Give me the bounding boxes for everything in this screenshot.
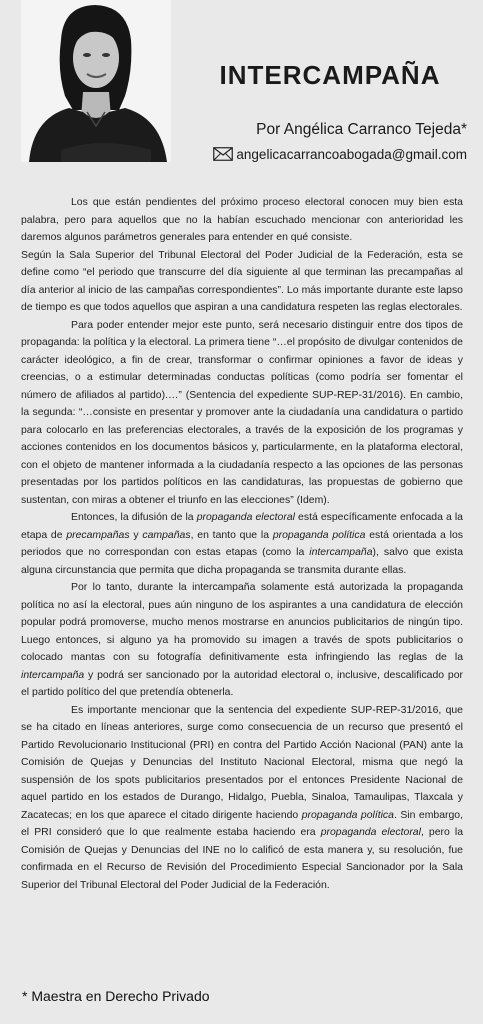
- envelope-icon: [213, 147, 233, 161]
- text-run: , pero la Comisión de Quejas y Denuncias del INE no lo calificó de esta manera y, su resolución, fue confirmada en el Recurso de Revisión del Procedimiento Especial Sancionador por la Sala Superior del Tribunal Electoral del Poder Judicial de la Federación.: [21, 827, 463, 891]
- paragraph: [21, 509, 463, 579]
- text-run: ), salvo que exista alguna circunstancia que permita que dicha propaganda se transmita durante ellas.: [21, 547, 464, 576]
- text-run: Por lo tanto, durante la intercampaña solamente está autorizada la propaganda política no así la electoral, pues aún ninguno de los aspirantes a una candidatura de elección popular podrá promoverse, mucho menos mostrarse en anuncios publicitarios de ningún tipo. Luego entonces, si alguno ya ha promovido su imagen a través de spots publicitarios o colocado mantas con su fotografía definitivamente esta infringiendo las reglas de la: [21, 582, 463, 663]
- text-run: está específicamente enfocada a la etapa de: [21, 512, 463, 541]
- italic-text: campañas: [142, 529, 191, 541]
- paragraph: [21, 317, 463, 510]
- italic-text: propaganda política: [272, 529, 366, 541]
- author-photo: [21, 0, 171, 162]
- italic-text: propaganda electoral: [196, 512, 295, 523]
- paragraph: [21, 702, 463, 895]
- italic-text: intercampaña: [21, 669, 85, 681]
- italic-text: intercampaña: [309, 547, 373, 558]
- italic-text: propaganda electoral: [320, 827, 421, 838]
- text-run: Es importante mencionar que la sentencia del expediente SUP-REP-31/2016, que se ha citado en líneas anteriores, surge como consecuencia de un recurso que presentó el Partido Revolucionario Institucional (PRI) en contra del Partido Acción Nacional (PAN) ante la Comisión de Quejas y Denuncias del Instituto Nacional Electoral, misma que negó la suspensión de los spots publicitarios presentados por el entonces Presidente Nacional de aquel partido en los estados de Durango, Hidalgo, Puebla, Sinaloa, Tamaulipas, Tlaxcala y Zacatecas; en los que aparece el citado dirigente haciendo: [21, 704, 463, 821]
- author-portrait: [21, 0, 171, 162]
- article-body: [21, 194, 463, 894]
- italic-text: precampañas: [66, 529, 130, 541]
- paragraph: [21, 579, 463, 702]
- text-run: Para poder entender mejor este punto, será necesario distinguir entre dos tipos de propaganda: la política y la electoral. La primera tiene “…el propósito de divulgar contenidos de carácter ideológico, a fin de crear, transformar o confirmar opiniones a favor de ideas y creencias, o a estimular determinadas conductas políticas (como podría ser fomentar el número de afiliados al partido).…” (Sentencia del expediente SUP-REP-31/2016). En cambio, la segunda: “…consiste en presentar y promover ante la ciudadanía una candidatura o partido para colocarlo en las preferencias electorales, a través de la exposición de los programas y acciones contenidos en los documentos básicos y, particularmente, en la plataforma electoral, con el objeto de mantener informada a la ciudadanía respecto a las opciones de las personas presentadas por los partidos políticos en las candidaturas, las propuestas de gobierno que sustentan, con miras a obtener el triunfo en las elecciones” (Idem).: [21, 319, 463, 506]
- email-address[interactable]: angelicacarrancoabogada@gmail.com: [236, 147, 467, 162]
- text-run: Según la Sala Superior del Tribunal Electoral del Poder Judicial de la Federación, esta se define como “el periodo que transcurre del día siguiente al que terminan las precampañas al día anterior al inicio de las campañas correspondientes”. Lo más importante durante este lapso de tiempo es que todos aquellos que aspiran a una candidatura respeten las reglas electorales.: [21, 249, 463, 313]
- text-run: Los que están pendientes del próximo proceso electoral conocen muy bien esta palabra, pero para aquellos que no la habían escuchado mencionar con anterioridad les daremos algunos parámetros generales para entender en qué consiste.: [21, 197, 463, 243]
- paragraph: [21, 194, 463, 247]
- text-run: , en tanto que la: [190, 529, 273, 541]
- text-run: está orientada a los periodos que no correspondan con estas etapas (como la: [21, 529, 463, 558]
- author-credential-note: * Maestra en Derecho Privado: [22, 988, 210, 1004]
- italic-text: propaganda política: [301, 809, 394, 821]
- text-run: y: [129, 529, 143, 541]
- text-run: Entonces, la difusión de la: [71, 512, 197, 523]
- article-title: INTERCAMPAÑA: [219, 60, 441, 90]
- paragraph: [21, 247, 463, 317]
- author-byline: Por Angélica Carranco Tejeda*: [256, 121, 467, 138]
- text-run: . Sin embargo, el PRI consideró que lo que realmente estaba haciendo era: [21, 809, 463, 838]
- text-run: y podrá ser sancionado por la autoridad electoral o, inclusive, descalificado por el partido político del que pretendía obtenerla.: [21, 669, 463, 698]
- author-email[interactable]: [195, 147, 467, 162]
